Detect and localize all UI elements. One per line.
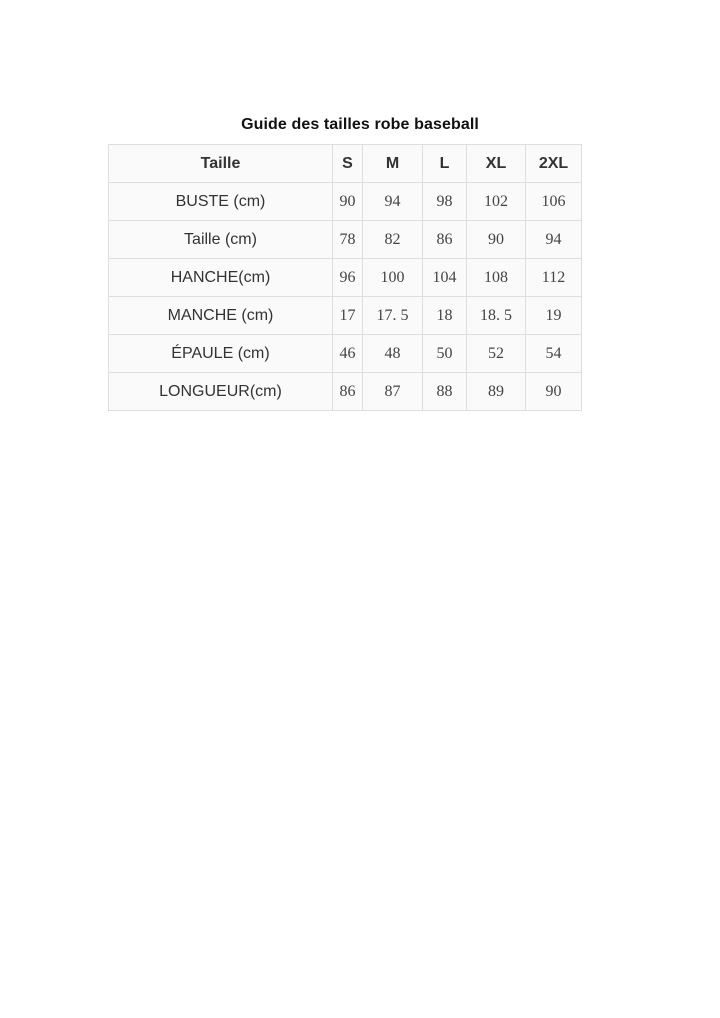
table-cell: 88 (423, 373, 467, 411)
table-cell: 104 (423, 259, 467, 297)
table-cell: 90 (467, 221, 526, 259)
table-cell: 18. 5 (467, 297, 526, 335)
table-cell: 90 (526, 373, 582, 411)
table-cell: 50 (423, 335, 467, 373)
table-row (109, 297, 582, 335)
table-cell: 100 (363, 259, 423, 297)
table-cell: 78 (333, 221, 363, 259)
row-label: HANCHE(cm) (109, 259, 333, 297)
table-row (109, 373, 582, 411)
table-row (109, 259, 582, 297)
table-cell: 17 (333, 297, 363, 335)
table-cell: 46 (333, 335, 363, 373)
table-cell: 86 (423, 221, 467, 259)
table-cell: 82 (363, 221, 423, 259)
row-label: Taille (cm) (109, 221, 333, 259)
table-row (109, 221, 582, 259)
table-row (109, 335, 582, 373)
header-cell-m: M (363, 145, 423, 183)
size-chart-table (108, 144, 582, 411)
header-cell-2xl: 2XL (526, 145, 582, 183)
table-row (109, 183, 582, 221)
table-cell: 108 (467, 259, 526, 297)
table-cell: 98 (423, 183, 467, 221)
row-label: ÉPAULE (cm) (109, 335, 333, 373)
table-cell: 90 (333, 183, 363, 221)
table-cell: 19 (526, 297, 582, 335)
table-cell: 17. 5 (363, 297, 423, 335)
table-cell: 89 (467, 373, 526, 411)
table-cell: 94 (526, 221, 582, 259)
table-cell: 102 (467, 183, 526, 221)
document-title: Guide des tailles robe baseball (241, 116, 479, 133)
row-label: LONGUEUR(cm) (109, 373, 333, 411)
table-header-row (109, 145, 582, 183)
row-label: BUSTE (cm) (109, 183, 333, 221)
table-cell: 48 (363, 335, 423, 373)
table-cell: 106 (526, 183, 582, 221)
table-cell: 112 (526, 259, 582, 297)
row-label: MANCHE (cm) (109, 297, 333, 335)
table-cell: 52 (467, 335, 526, 373)
header-cell-label: Taille (109, 145, 333, 183)
table-cell: 87 (363, 373, 423, 411)
table-cell: 96 (333, 259, 363, 297)
table-cell: 94 (363, 183, 423, 221)
table-cell: 54 (526, 335, 582, 373)
table-cell: 18 (423, 297, 467, 335)
table-cell: 86 (333, 373, 363, 411)
header-cell-xl: XL (467, 145, 526, 183)
header-cell-l: L (423, 145, 467, 183)
header-cell-s: S (333, 145, 363, 183)
